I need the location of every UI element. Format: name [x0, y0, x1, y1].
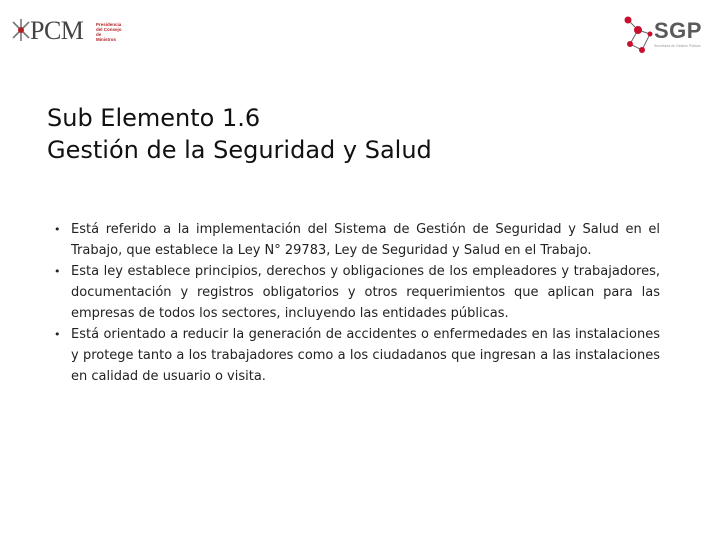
bullet-list: [48, 219, 660, 387]
slide-header: [0, 0, 720, 70]
bullet-item: [48, 324, 660, 387]
sgp-logo: [620, 14, 710, 58]
slide-title: [47, 102, 687, 166]
bullet-dot-icon: •: [54, 223, 61, 236]
bullet-text: Esta ley establece principios, derechos y obligaciones de los empleadores y trabajadores, documentación y registros obligatorios y otros requerimientos que aplican para las empresas de todos los sectores, incluyendo las entidades públicas.: [71, 264, 660, 321]
sgp-logo-tagline: Secretaría de Gestión Pública: [654, 44, 701, 48]
bullet-text: Está orientado a reducir la generación de accidentes o enfermedades en las instalaciones y protege tanto a los trabajadores como a los ciudadanos que ingresan a las instalaciones en calidad de usuario o visita.: [71, 327, 660, 384]
pcm-logo: [10, 14, 120, 48]
bullet-dot-icon: •: [54, 265, 61, 278]
pcm-logo-text: PCM: [30, 16, 84, 45]
slide-title-line-2: Gestión de la Seguridad y Salud: [47, 136, 432, 164]
bullet-text: Está referido a la implementación del Sistema de Gestión de Seguridad y Salud en el Trabajo, que establece la Ley N° 29783, Ley de Seguridad y Salud en el Trabajo.: [71, 222, 660, 258]
sgp-logo-text: SGP: [654, 18, 702, 43]
slide-title-line-1: Sub Elemento 1.6: [47, 104, 261, 132]
pcm-emblem-icon: [10, 16, 32, 44]
sgp-network-icon: [620, 14, 656, 58]
bullet-item: [48, 219, 660, 261]
pcm-logo-subtitle: Presidencia del Consejo de Ministros: [96, 22, 122, 42]
bullet-item: [48, 261, 660, 324]
bullet-dot-icon: •: [54, 328, 61, 341]
